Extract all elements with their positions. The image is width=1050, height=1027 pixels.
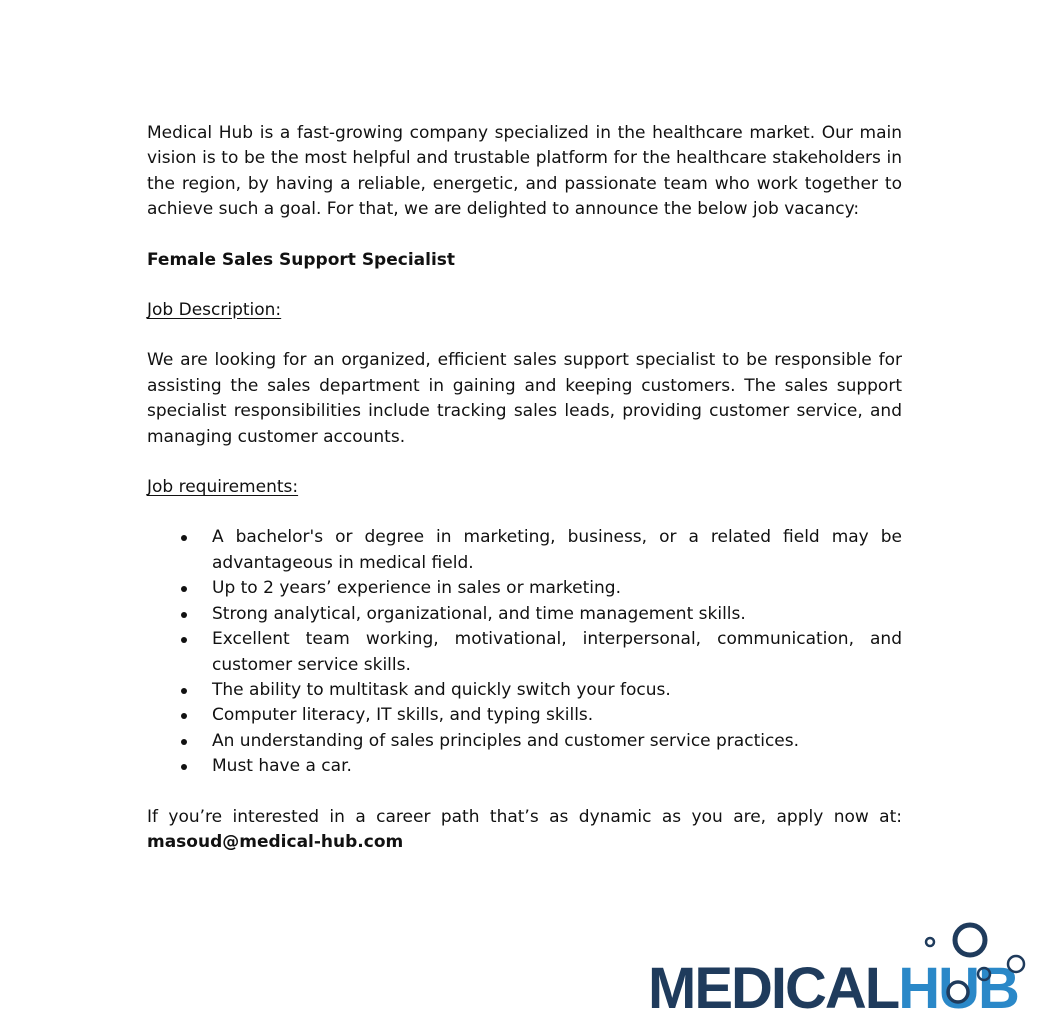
medical-hub-logo — [648, 918, 1038, 1021]
requirement-item: Must have a car. — [147, 754, 902, 779]
bullet-icon — [181, 637, 187, 643]
document-body — [147, 121, 902, 855]
bullet-icon — [181, 688, 187, 694]
molecule-icon — [918, 918, 1038, 1018]
intro-paragraph: Medical Hub is a fast-growing company specialized in the healthcare market. Our main vision is to be the most helpful and trustable platform for the healthcare stakeholders in the region, by having a reliable, energetic, and passionate team who work together to achieve such a goal. For that, we are delighted to announce the below job vacancy: — [147, 123, 902, 220]
bullet-icon — [181, 739, 187, 745]
job-description-text: We are looking for an organized, efficient sales support specialist to be responsible for assisting the sales department in gaining and keeping customers. The sales support specialist responsibilities include tracking sales leads, providing customer service, and managing customer accounts. — [147, 350, 902, 447]
job-title: Female Sales Support Specialist — [147, 249, 456, 270]
logo-medical-text: MEDICAL — [648, 956, 899, 1021]
requirements-list — [147, 525, 902, 779]
bullet-icon — [181, 612, 187, 618]
contact-email-link[interactable]: masoud@medical-hub.com — [147, 831, 404, 852]
requirement-item: Strong analytical, organizational, and time management skills. — [147, 602, 902, 627]
requirement-item: Computer literacy, IT skills, and typing skills. — [147, 703, 902, 728]
job-description-label: Job Description: — [147, 300, 282, 321]
requirement-item: A bachelor's or degree in marketing, business, or a related field may be advantageous in medical field. — [147, 525, 902, 576]
requirement-item: Excellent team working, motivational, interpersonal, communication, and customer service skills. — [147, 627, 902, 678]
bullet-icon — [181, 713, 187, 719]
requirement-item: An understanding of sales principles and customer service practices. — [147, 729, 902, 754]
bullet-icon — [181, 586, 187, 592]
bullet-icon — [181, 535, 187, 541]
requirement-item: The ability to multitask and quickly switch your focus. — [147, 678, 902, 703]
closing-text: If you’re interested in a career path that’s as dynamic as you are, apply now at: — [147, 806, 902, 827]
closing-paragraph — [147, 805, 902, 856]
logo-hub-text: HUB — [898, 956, 1018, 1021]
requirement-item: Up to 2 years’ experience in sales or marketing. — [147, 576, 902, 601]
bullet-icon — [181, 764, 187, 770]
job-requirements-label: Job requirements: — [147, 477, 299, 498]
